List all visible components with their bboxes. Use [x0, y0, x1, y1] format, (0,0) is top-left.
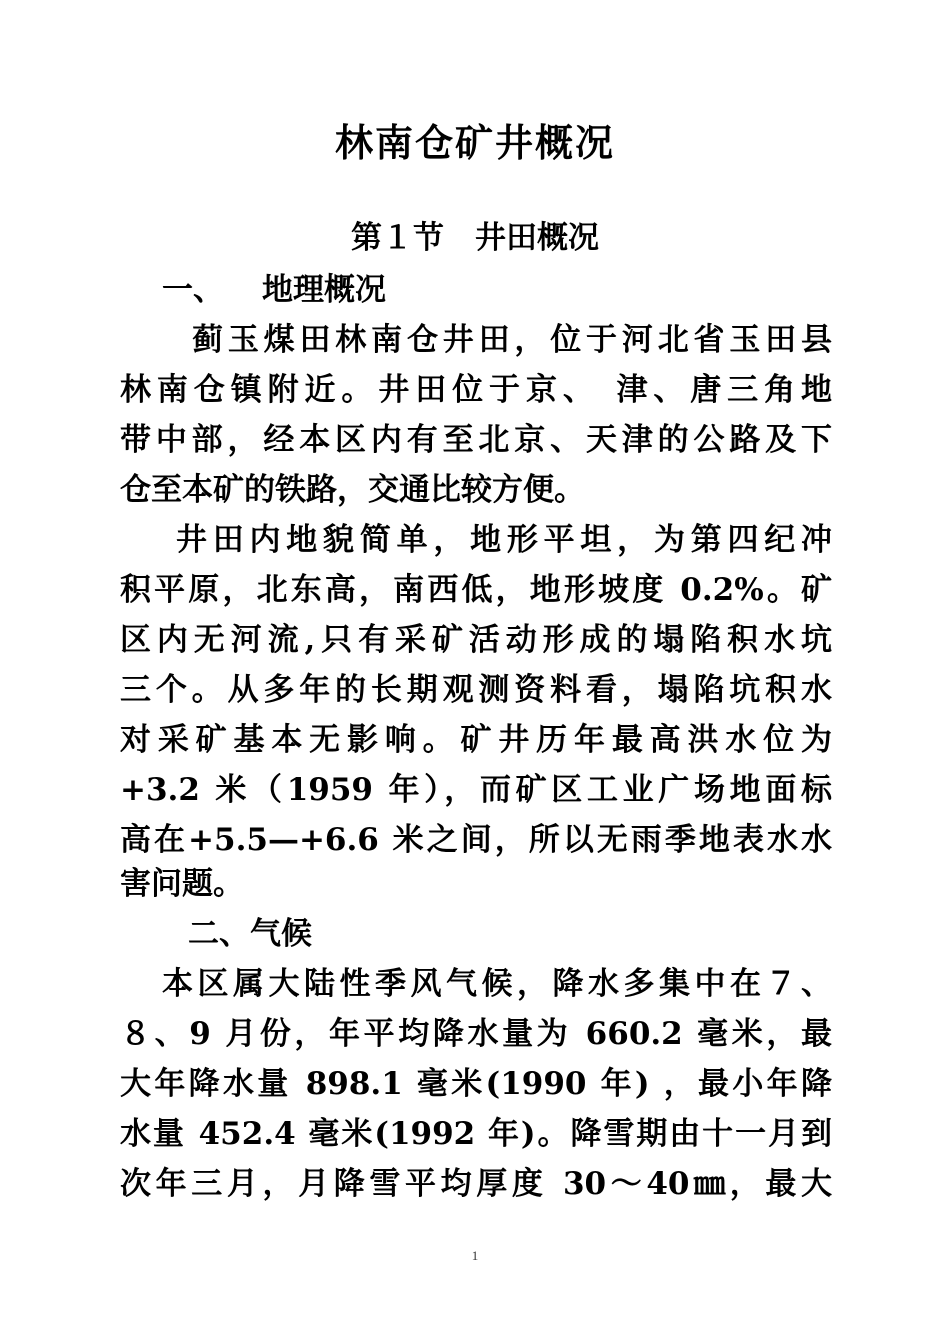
paragraph-line: +3.2 米（1959 年），而矿区工业广场地面标: [120, 772, 832, 808]
paragraph-line: 带中部，经本区内有至北京、天津的公路及下: [120, 422, 832, 458]
paragraph-line: ８、9 月份，年平均降水量为 660.2 毫米，最: [120, 1016, 832, 1052]
paragraph-line: 仓至本矿的铁路，交通比较方便。: [120, 472, 585, 508]
paragraph-line: 大年降水量 898.1 毫米(1990 年) ，最小年降: [120, 1066, 832, 1102]
heading-number: 一、: [162, 272, 224, 308]
paragraph-line: 次年三月，月降雪平均厚度 30～40㎜，最大: [120, 1166, 832, 1202]
paragraph-line: 林南仓镇附近。井田位于京、 津、唐三角地: [120, 372, 832, 408]
paragraph-line: 区内无河流,只有采矿活动形成的塌陷积水坑: [120, 622, 832, 658]
page-number: 1: [471, 1248, 479, 1263]
heading-climate: 二、气候: [188, 916, 312, 952]
paragraph-line: 蓟玉煤田林南仓井田，位于河北省玉田县: [192, 322, 832, 358]
paragraph-line: 井田内地貌简单，地形平坦，为第四纪冲: [176, 522, 832, 558]
heading-geography: [162, 268, 386, 312]
heading-text: 地理概况: [262, 272, 386, 308]
paragraph-line: 对采矿基本无影响。矿井历年最高洪水位为: [120, 722, 832, 758]
paragraph-line: 三个。从多年的长期观测资料看，塌陷坑积水: [120, 672, 832, 708]
paragraph-line: 本区属大陆性季风气候，降水多集中在７、: [162, 966, 832, 1002]
section-title: 第１节 井田概况: [351, 220, 599, 256]
paragraph-line: 高在+5.5—+6.6 米之间，所以无雨季地表水水: [120, 822, 832, 858]
paragraph-line: 水量 452.4 毫米(1992 年)。降雪期由十一月到: [120, 1116, 832, 1152]
paragraph-line: 害问题。: [120, 866, 244, 902]
document-title: 林南仓矿井概况: [334, 120, 615, 165]
paragraph-line: 积平原，北东高，南西低，地形坡度 0.2%。矿: [120, 572, 832, 608]
